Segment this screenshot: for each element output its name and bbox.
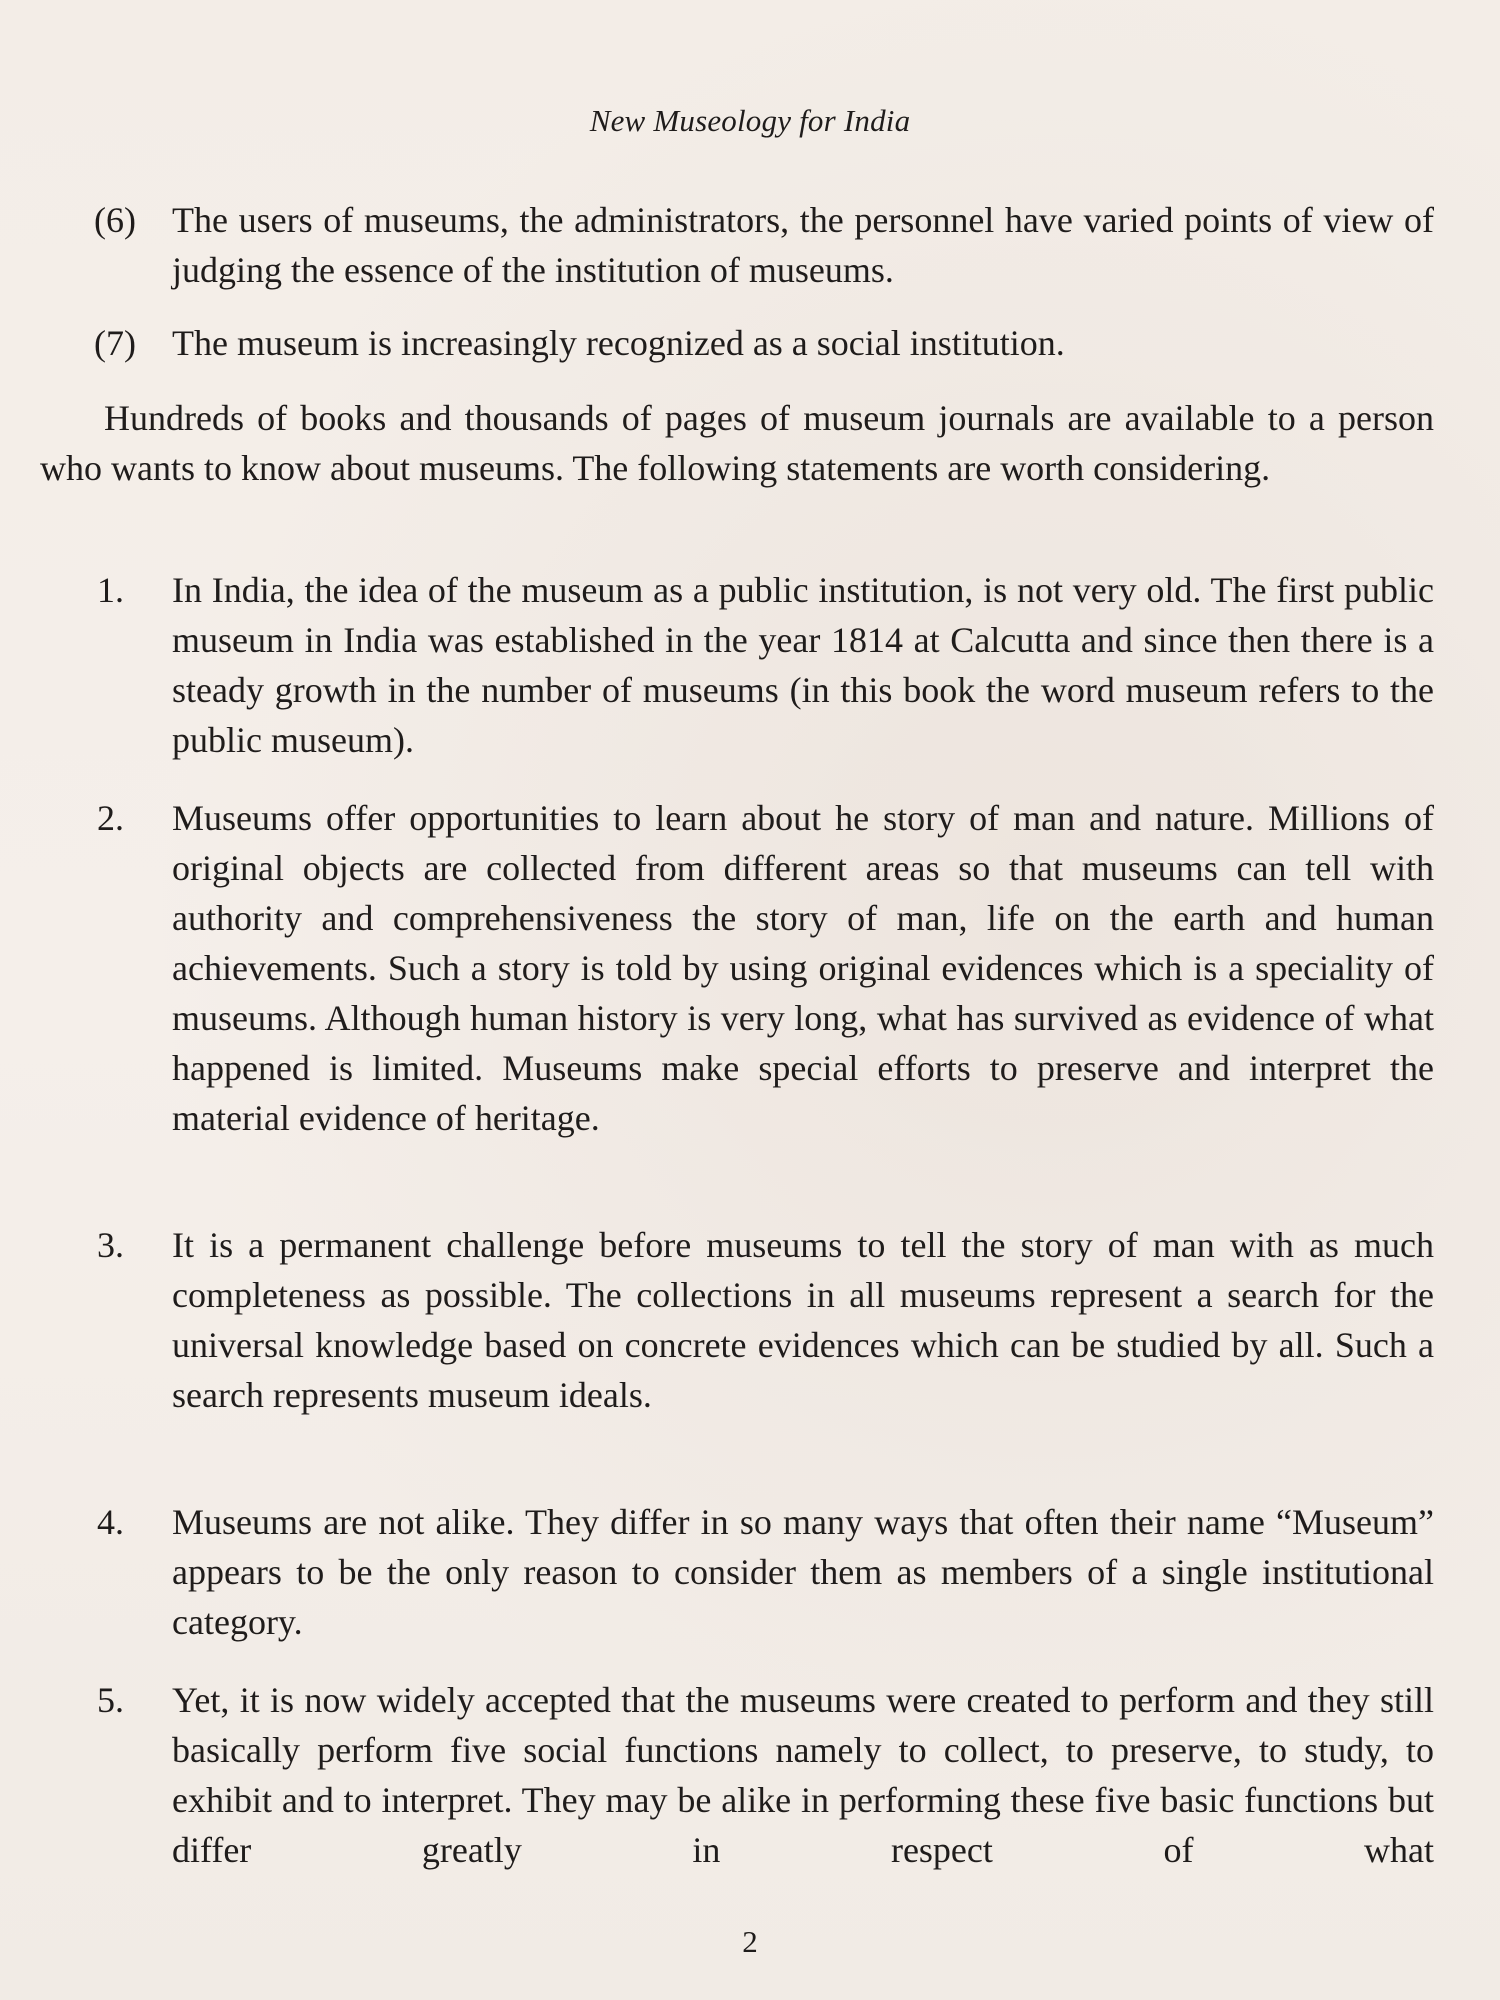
- numbered-item-number: 4.: [97, 1502, 124, 1542]
- numbered-item-4: [97, 1497, 1434, 1647]
- running-header: New Museology for India: [589, 103, 911, 138]
- numbered-item-text: In India, the idea of the museum as a public institution, is not very old. The first public museum in India was established in the year 1814 at Calcutta and since then there is a steady growth in the number of museums (in this book the word museum refers to the public museum).: [172, 570, 1434, 760]
- list-item-number: (7): [94, 323, 136, 363]
- numbered-item-number: 3.: [97, 1225, 124, 1265]
- intro-paragraph: Hundreds of books and thousands of pages of museum journals are available to a person who wants to know about museums. The following statements are worth considering.: [40, 398, 1434, 488]
- numbered-item-number: 1.: [97, 570, 124, 610]
- numbered-item-number: 5.: [97, 1680, 124, 1720]
- list-item-text: The museum is increasingly recognized as a social institution.: [172, 323, 1065, 363]
- list-item-number: (6): [94, 200, 136, 240]
- list-item-6: [94, 195, 1434, 295]
- list-item-text: The users of museums, the administrators, the personnel have varied points of view of judging the essence of the institution of museums.: [172, 200, 1434, 290]
- numbered-item-text: Yet, it is now widely accepted that the museums were created to perform and they still basically perform five social functions namely to collect, to preserve, to study, to exhibit and to interpret. They may be alike in performing these five basic functions but differ greatly in respect of what: [172, 1680, 1434, 1870]
- numbered-item-3: [97, 1220, 1434, 1420]
- page-number: 2: [742, 1924, 758, 1959]
- numbered-item-number: 2.: [97, 798, 124, 838]
- numbered-item-1: [97, 565, 1434, 765]
- numbered-item-text: It is a permanent challenge before museums to tell the story of man with as much completeness as possible. The collections in all museums represent a search for the universal knowledge based on concrete evidences which can be studied by all. Such a search represents museum ideals.: [172, 1225, 1434, 1415]
- numbered-item-text: Museums offer opportunities to learn about he story of man and nature. Millions of original objects are collected from different areas so that museums can tell with authority and comprehensiveness the story of man, life on the earth and human achievements. Such a story is told by using original evidences which is a speciality of museums. Although human history is very long, what has survived as evidence of what happened is limited. Museums make special efforts to preserve and interpret the material evidence of heritage.: [172, 798, 1434, 1138]
- numbered-item-5: [97, 1675, 1434, 1875]
- numbered-item-2: [97, 793, 1434, 1143]
- numbered-item-text: Museums are not alike. They differ in so many ways that often their name “Museum” appears to be the only reason to consider them as members of a single institutional category.: [172, 1502, 1434, 1642]
- list-item-7: [94, 318, 1434, 368]
